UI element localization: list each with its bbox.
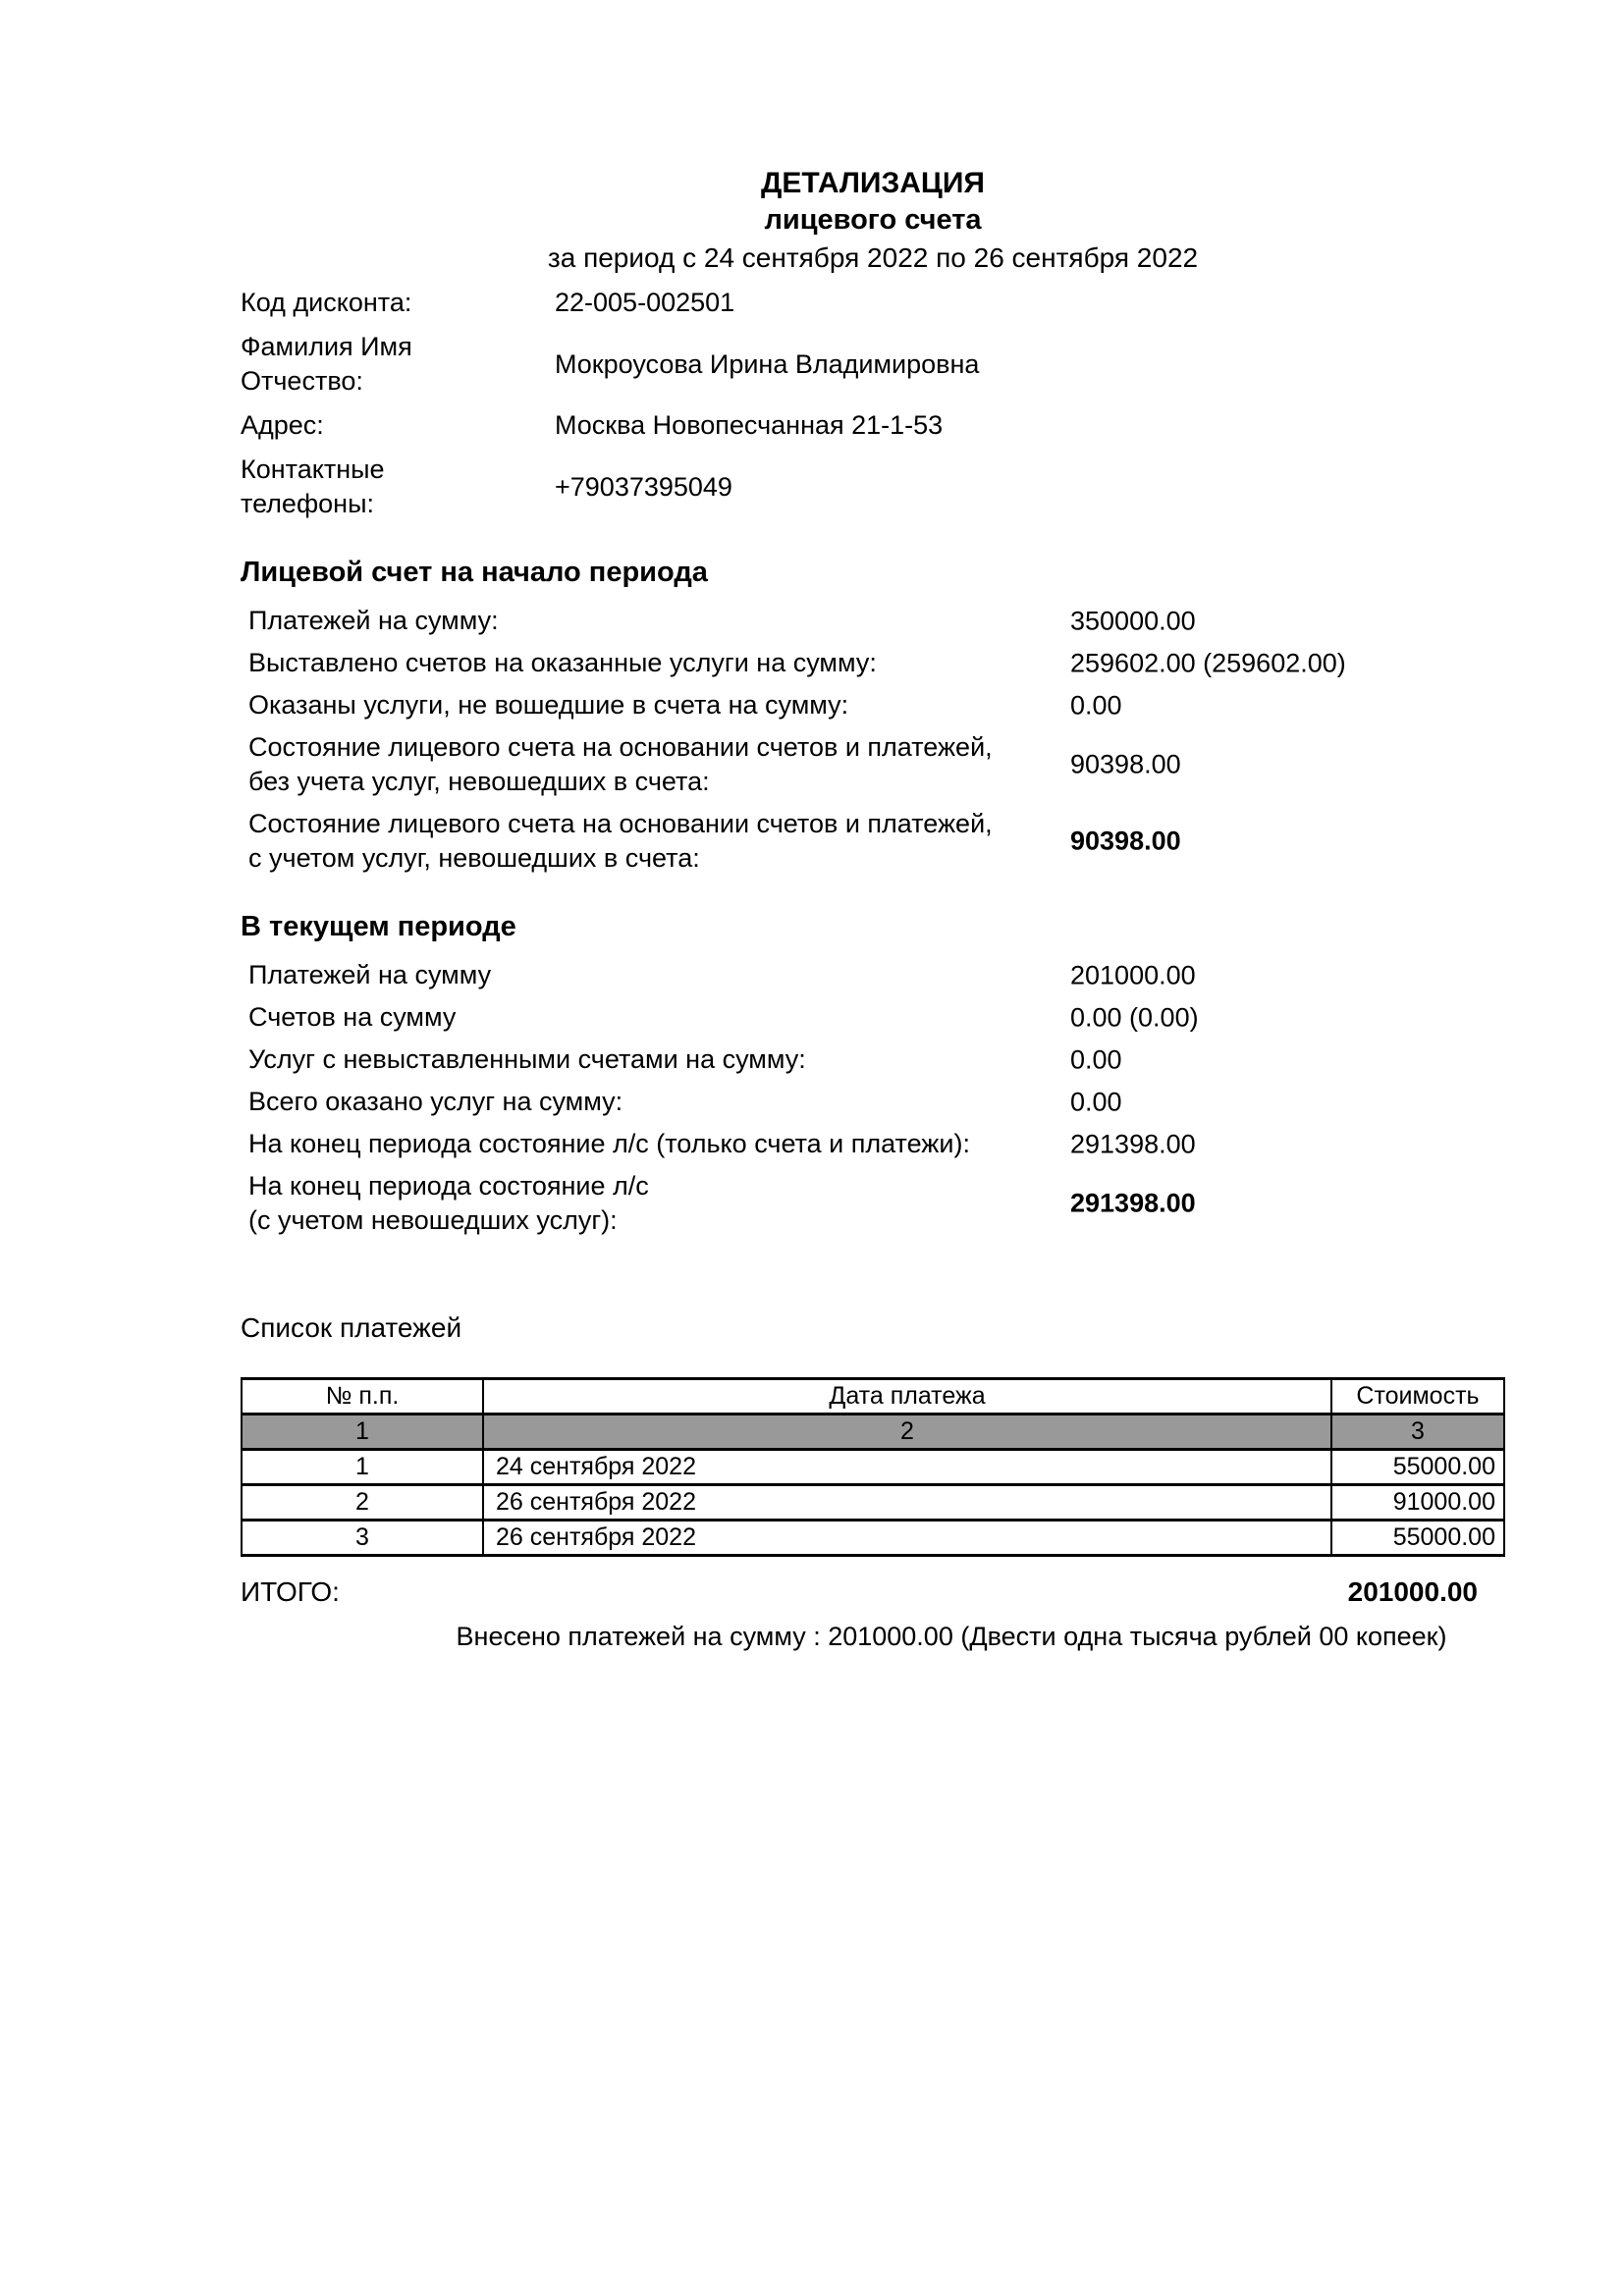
row-label: Услуг с невыставленными счетами на сумму:	[248, 1044, 806, 1074]
total-value: 201000.00	[1347, 1576, 1478, 1607]
cell-amount: 55000.00	[1331, 1450, 1504, 1485]
row-value: 90398.00	[1070, 749, 1181, 779]
account-row	[241, 1127, 1505, 1161]
payments-table	[241, 1377, 1505, 1557]
current-section-rows	[241, 958, 1505, 1238]
field-label: Фамилия Имя Отчество:	[241, 332, 412, 396]
account-info-fields	[241, 286, 1505, 521]
row-label: Платежей на сумму	[248, 960, 492, 989]
row-value: 291398.00	[1070, 1129, 1196, 1158]
account-row	[241, 688, 1505, 722]
field-value: Мокроусова Ирина Владимировна	[555, 348, 980, 379]
current-section-heading: В текущем периоде	[241, 911, 516, 942]
cell-num: 2	[242, 1485, 483, 1521]
column-number: 1	[242, 1415, 483, 1450]
account-row	[241, 1000, 1505, 1035]
account-row	[241, 604, 1505, 638]
row-value: 201000.00	[1070, 960, 1196, 989]
field-label: Контактные телефоны:	[241, 454, 385, 518]
row-value: 291398.00	[1070, 1188, 1196, 1218]
statement-content	[241, 0, 1505, 1654]
table-header-row	[242, 1379, 1504, 1415]
column-header-date: Дата платежа	[483, 1379, 1331, 1415]
title-period: за период с 24 сентября 2022 по 26 сентября 2022	[547, 242, 1199, 273]
account-row	[241, 807, 1505, 876]
account-row	[241, 730, 1505, 799]
field-label: Код дисконта:	[241, 288, 412, 317]
row-value: 90398.00	[1070, 826, 1181, 856]
total-line	[241, 1575, 1505, 1610]
title-line-2: лицевого счета	[764, 204, 982, 236]
row-value: 0.00	[1070, 1044, 1122, 1074]
field-value: 22-005-002501	[555, 288, 735, 317]
row-label: Платежей на сумму:	[248, 606, 499, 635]
account-row	[241, 1085, 1505, 1119]
cell-date: 26 сентября 2022	[483, 1485, 1331, 1521]
row-label: Состояние лицевого счета на основании счетов и платежей, с учетом услуг, невошедших в счета:	[248, 809, 993, 873]
title-line-1: ДЕТАЛИЗАЦИЯ	[761, 167, 985, 199]
opening-section-heading: Лицевой счет на начало периода	[241, 557, 708, 588]
column-number: 2	[483, 1415, 1331, 1450]
field-full-name	[241, 330, 1505, 399]
column-header-num: № п.п.	[242, 1379, 483, 1415]
document-title-block	[241, 0, 1505, 278]
row-label: Всего оказано услуг на сумму:	[248, 1087, 623, 1116]
row-label: Состояние лицевого счета на основании счетов и платежей, без учета услуг, невошедших в счета:	[248, 732, 993, 796]
row-label: Счетов на сумму	[248, 1002, 457, 1032]
row-label: Оказаны услуги, не вошедшие в счета на сумму:	[248, 690, 849, 720]
table-row	[242, 1485, 1504, 1521]
column-header-amount: Стоимость	[1331, 1379, 1504, 1415]
column-number-row	[242, 1415, 1504, 1450]
cell-num: 1	[242, 1450, 483, 1485]
opening-section-rows	[241, 604, 1505, 876]
row-value: 0.00	[1070, 690, 1122, 720]
row-value: 0.00 (0.00)	[1070, 1002, 1199, 1032]
row-label: На конец периода состояние л/с (только счета и платежи):	[248, 1129, 970, 1158]
cell-amount: 55000.00	[1331, 1521, 1504, 1556]
cell-num: 3	[242, 1521, 483, 1556]
field-label: Адрес:	[241, 410, 324, 440]
column-number: 3	[1331, 1415, 1504, 1450]
field-discount-code	[241, 286, 1505, 320]
field-value: +79037395049	[555, 471, 732, 502]
table-row	[242, 1450, 1504, 1485]
account-row	[241, 1042, 1505, 1077]
table-row	[242, 1521, 1504, 1556]
payments-summary: Внесено платежей на сумму : 201000.00 (Двести одна тысяча рублей 00 копеек)	[456, 1622, 1447, 1651]
field-contact-phones	[241, 453, 1505, 521]
account-row	[241, 958, 1505, 992]
row-value: 350000.00	[1070, 606, 1196, 635]
row-label: Выставлено счетов на оказанные услуги на сумму:	[248, 648, 877, 677]
cell-amount: 91000.00	[1331, 1485, 1504, 1521]
account-row	[241, 646, 1505, 680]
cell-date: 26 сентября 2022	[483, 1521, 1331, 1556]
row-label: На конец периода состояние л/с (с учетом невошедших услуг):	[248, 1171, 649, 1235]
row-value: 259602.00 (259602.00)	[1070, 648, 1346, 677]
field-value: Москва Новопесчанная 21-1-53	[555, 410, 944, 440]
field-address	[241, 408, 1505, 443]
total-label: ИТОГО:	[241, 1576, 340, 1607]
payments-list-heading: Список платежей	[241, 1312, 462, 1343]
account-row	[241, 1169, 1505, 1238]
row-value: 0.00	[1070, 1087, 1122, 1116]
cell-date: 24 сентября 2022	[483, 1450, 1331, 1485]
